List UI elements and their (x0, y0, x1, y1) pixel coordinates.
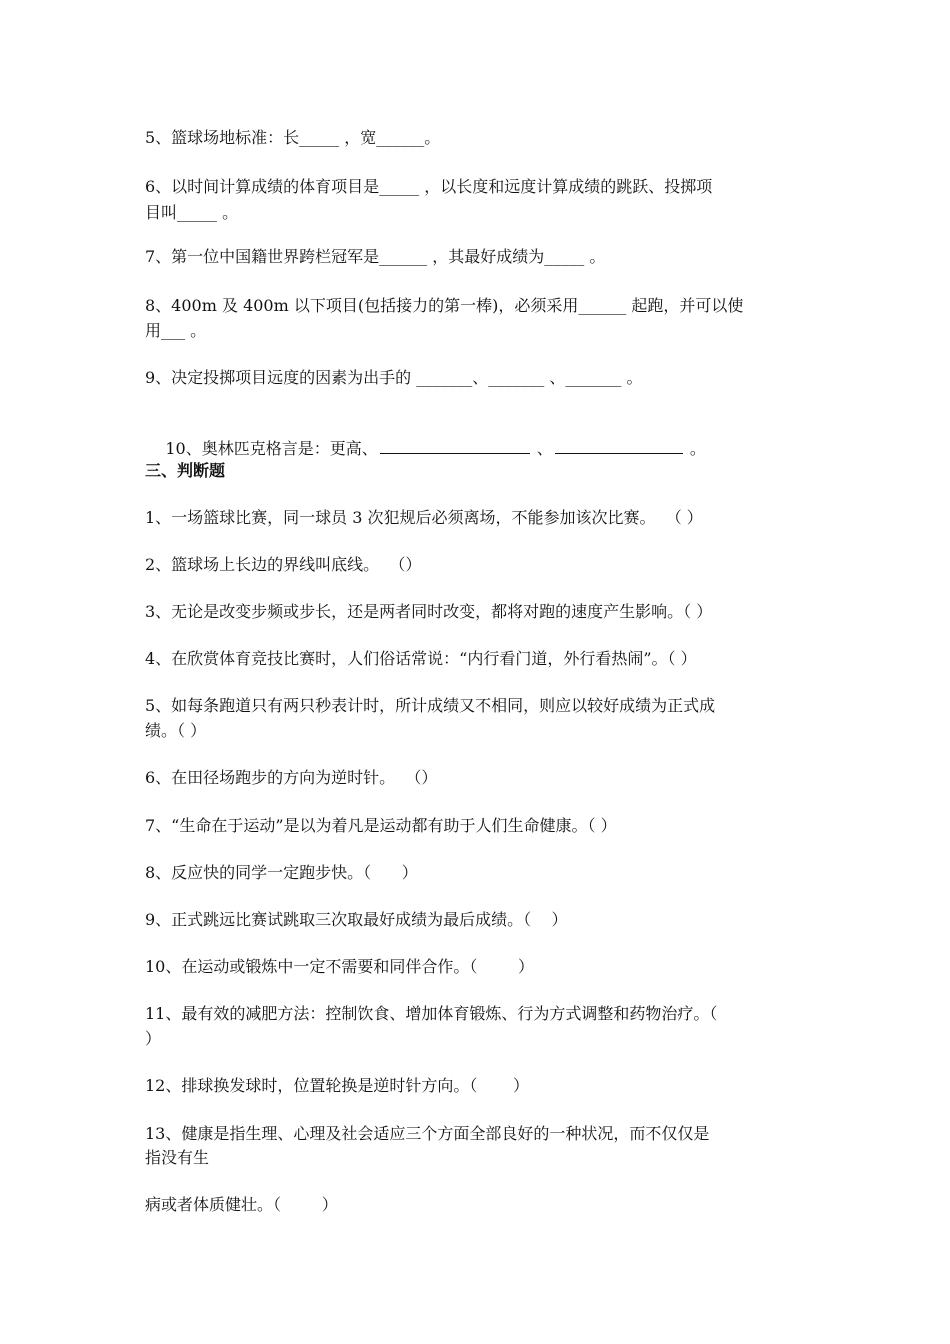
judgement-3: 3、无论是改变步频或步长，还是两者同时改变，都将对跑的速度产生影响。（ ） (145, 602, 713, 621)
question-5: 5、篮球场地标准：长_____ ，宽______。 (145, 128, 441, 147)
judgement-1: 1、一场篮球比赛，同一球员 3 次犯规后必须离场，不能参加该次比赛。 （ ） (145, 508, 703, 527)
judgement-13-line-1: 13、健康是指生理、心理及社会适应三个方面全部良好的一种状况，而不仅仅是 (145, 1124, 710, 1143)
blank-line (555, 437, 683, 454)
question-6-line-2: 目叫_____ 。 (145, 203, 239, 222)
judgement-6: 6、在田径场跑步的方向为逆时针。 （） (145, 768, 438, 787)
judgement-5-line-1: 5、如每条跑道只有两只秒表计时，所计成绩又不相同，则应以较好成绩为正式成 (145, 696, 716, 715)
judgement-13-line-2: 指没有生 (145, 1148, 210, 1167)
judgement-7: 7、“生命在于运动”是以为着凡是运动都有助于人们生命健康。（ ） (145, 816, 617, 835)
judgement-10: 10、在运动或锻炼中一定不需要和同伴合作。（ ） (145, 957, 535, 976)
question-10-prefix: 10、奥林匹克格言是：更高、 (165, 439, 378, 458)
judgement-11-line-2: ） (145, 1029, 162, 1048)
question-7: 7、第一位中国籍世界跨栏冠军是______ ，其最好成绩为_____ 。 (145, 247, 606, 266)
judgement-5-line-2: 绩。（ ） (145, 721, 207, 740)
judgement-2: 2、篮球场上长边的界线叫底线。 （） (145, 555, 422, 574)
section-title: 三、判断题 (145, 461, 226, 480)
blank-line (380, 437, 530, 454)
judgement-12: 12、排球换发球时，位置轮换是逆时针方向。（ ） (145, 1076, 529, 1095)
question-10-suffix: 。 (684, 439, 706, 458)
question-6-line-1: 6、以时间计算成绩的体育项目是_____ ，以长度和远度计算成绩的跳跃、投掷项 (145, 177, 713, 196)
judgement-8: 8、反应快的同学一定跑步快。（ ） (145, 863, 418, 882)
question-9: 9、决定投掷项目远度的因素为出手的 _______、_______ 、_______ 。 (145, 368, 643, 387)
question-8-line-2: 用___ 。 (145, 321, 207, 340)
judgement-9: 9、正式跳远比赛试跳取三次取最好成绩为最后成绩。（ ） (145, 910, 568, 929)
judgement-4: 4、在欣赏体育竞技比赛时，人们俗话常说：“内行看门道，外行看热闹”。（ ） (145, 649, 697, 668)
judgement-13-line-3: 病或者体质健壮。（ ） (145, 1195, 338, 1214)
question-10-middle: 、 (531, 439, 553, 458)
judgement-11-line-1: 11、最有效的减肥方法：控制饮食、增加体育锻炼、行为方式调整和药物治疗。（ (145, 1004, 718, 1023)
question-8-line-1: 8、400m 及 400m 以下项目(包括接力的第一棒)，必须采用______ 起跑，并可以使 (145, 296, 744, 315)
